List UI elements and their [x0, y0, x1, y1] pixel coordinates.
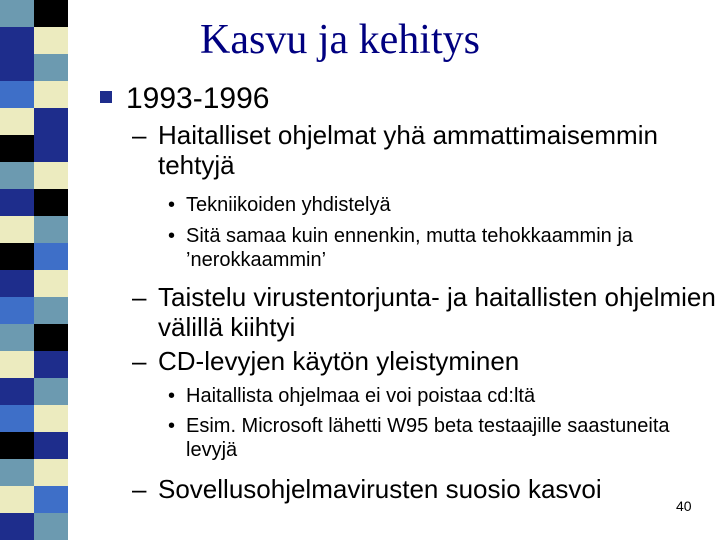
list-item: [132, 346, 720, 376]
sub-list-item-text: Sitä samaa kuin ennenkin, mutta tehokkaammin ja ’nerokkaammin’: [186, 225, 633, 271]
page-number: 40: [676, 498, 692, 514]
dash-marker: –: [132, 474, 147, 504]
strip-block: [0, 243, 34, 270]
strip-block: [0, 189, 34, 216]
strip-block: [0, 135, 34, 162]
strip-block: [34, 459, 68, 486]
strip-block: [0, 513, 34, 540]
list-item-text: Taistelu virustentorjunta- ja haitallisten ohjelmien välillä kiihtyi: [158, 282, 716, 342]
strip-block: [34, 432, 68, 459]
dash-marker: –: [132, 346, 147, 376]
dot-marker: •: [168, 225, 176, 247]
strip-block: [0, 297, 34, 324]
strip-block: [34, 324, 68, 351]
strip-block: [34, 297, 68, 324]
strip-block: [0, 351, 34, 378]
strip-block: [0, 27, 34, 54]
dot-marker: •: [168, 194, 176, 216]
strip-block: [34, 189, 68, 216]
strip-block: [0, 432, 34, 459]
strip-block: [34, 405, 68, 432]
dot-marker: •: [168, 415, 176, 437]
sub-list-item: [168, 414, 698, 462]
strip-block: [34, 27, 68, 54]
strip-block: [0, 54, 34, 81]
strip-block: [34, 162, 68, 189]
strip-block: [0, 459, 34, 486]
strip-block: [0, 162, 34, 189]
list-item-text: Haitalliset ohjelmat yhä ammattimaisemmin tehtyjä: [158, 120, 658, 180]
heading-text: 1993-1996: [126, 82, 270, 115]
strip-block: [34, 351, 68, 378]
list-item: [132, 282, 720, 342]
dash-marker: –: [132, 120, 147, 150]
dot-marker: •: [168, 385, 176, 407]
strip-block: [34, 0, 68, 27]
slide-title: Kasvu ja kehitys: [200, 17, 480, 63]
list-item-text: Sovellusohjelmavirusten suosio kasvoi: [158, 474, 602, 504]
strip-block: [34, 108, 68, 135]
sub-list-item-text: Esim. Microsoft lähetti W95 beta testaajille saastuneita levyjä: [186, 415, 670, 461]
strip-block: [0, 108, 34, 135]
sub-list-item: [168, 384, 698, 408]
strip-block: [34, 486, 68, 513]
strip-block: [0, 378, 34, 405]
strip-block: [0, 81, 34, 108]
dash-marker: –: [132, 282, 147, 312]
list-item: [132, 120, 720, 180]
strip-block: [34, 216, 68, 243]
strip-block: [34, 135, 68, 162]
list-item: [132, 474, 720, 504]
decorative-side-strip: [0, 0, 68, 540]
list-item-text: CD-levyjen käytön yleistyminen: [158, 346, 520, 376]
square-bullet-icon: [100, 91, 112, 103]
sub-list-item: [168, 224, 698, 272]
strip-block: [34, 54, 68, 81]
strip-block: [0, 405, 34, 432]
strip-block: [34, 378, 68, 405]
strip-block: [34, 513, 68, 540]
strip-block: [34, 243, 68, 270]
strip-block: [34, 81, 68, 108]
strip-block: [0, 486, 34, 513]
sub-list-item-text: Tekniikoiden yhdistelyä: [186, 194, 391, 216]
strip-block: [34, 270, 68, 297]
strip-block: [0, 270, 34, 297]
strip-block: [0, 324, 34, 351]
heading-item: [100, 82, 269, 116]
sub-list-item: [168, 193, 698, 217]
strip-block: [0, 0, 34, 27]
sub-list-item-text: Haitallista ohjelmaa ei voi poistaa cd:ltä: [186, 385, 536, 407]
strip-block: [0, 216, 34, 243]
